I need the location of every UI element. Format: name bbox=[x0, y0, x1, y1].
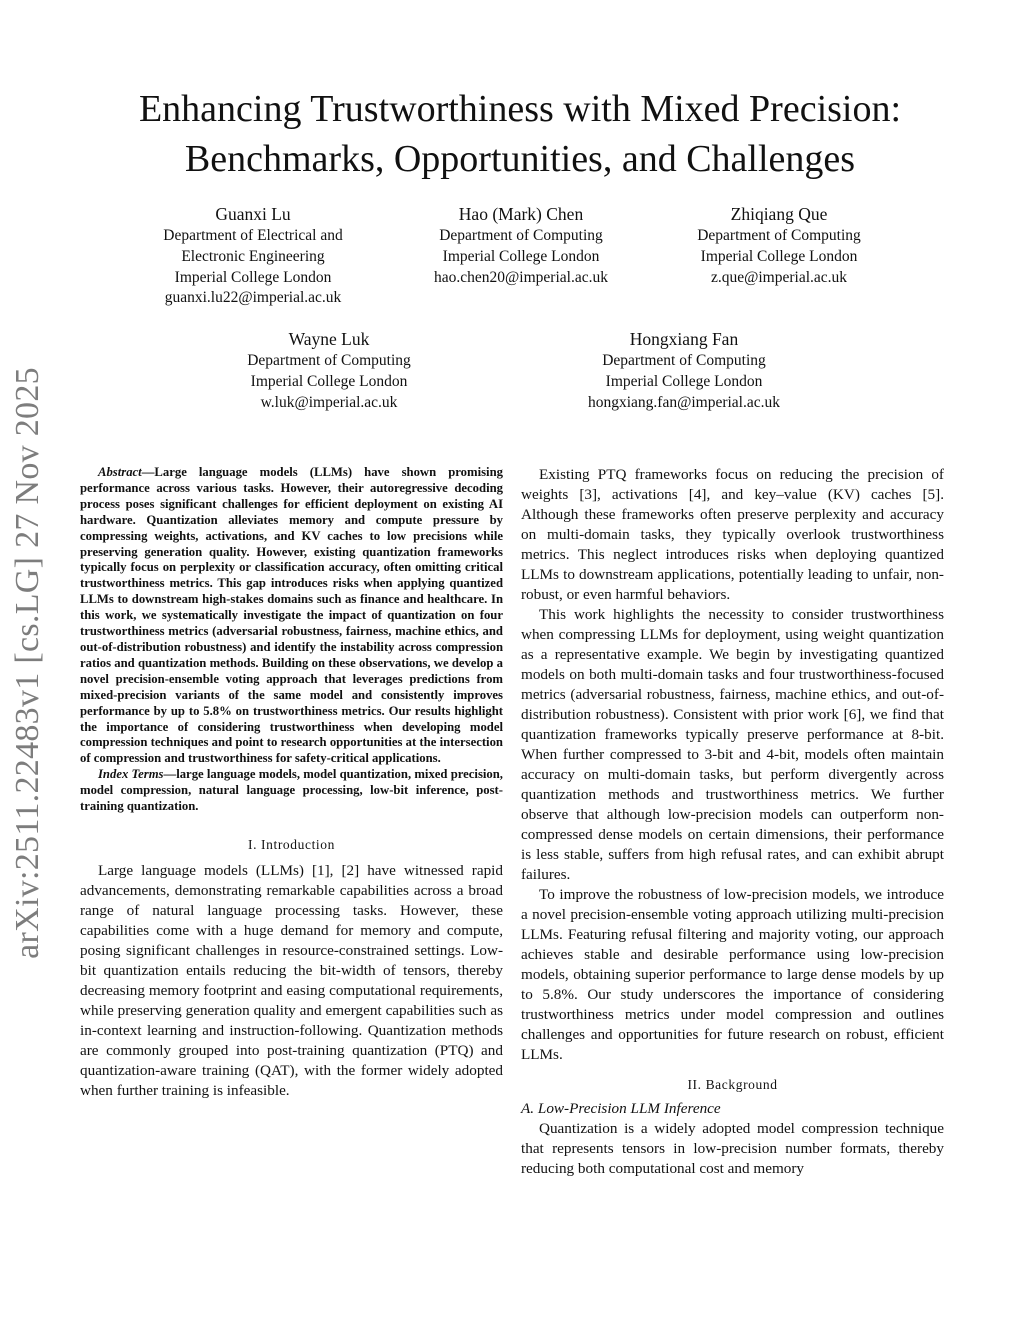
author-affiliation: Department of Computing bbox=[439, 227, 603, 244]
author-email: hao.chen20@imperial.ac.uk bbox=[434, 268, 608, 286]
section-heading: I. Introduction bbox=[248, 836, 335, 852]
author-affiliation: Imperial College London bbox=[605, 372, 763, 390]
author-block bbox=[130, 202, 376, 309]
author-affiliation: Imperial College London bbox=[442, 247, 600, 265]
section-heading: II. Background bbox=[687, 1077, 778, 1092]
author-affiliation: Imperial College London bbox=[700, 247, 858, 265]
author-email: z.que@imperial.ac.uk bbox=[710, 268, 848, 286]
author-name: Zhiqiang Que bbox=[730, 204, 828, 224]
paragraph: Large language models (LLMs) [1], [2] have witnessed rapid advancements, demonstrating remarkable capabilities across a broad range of natural language processing tasks. However, these capabilities come with a huge demand for memory and compute, posing significant challenges in resource-constrained settings. Low-bit quantization entails reducing the bit-width of tensors, thereby decreasing memory footprint and easing computational requirements, while preserving generation quality and emergent capabilities such as in-context learning and instruction-following. Quantization methods are commonly grouped into post-training quantization (PTQ) and quantization-aware training (QAT), with the former widely adopted when further training is infeasible. bbox=[80, 861, 503, 1099]
author-name: Guanxi Lu bbox=[215, 204, 291, 224]
author-affiliation: Department of Electrical and bbox=[163, 227, 343, 244]
author-name: Hongxiang Fan bbox=[629, 329, 739, 349]
right-column bbox=[521, 465, 944, 1179]
subsection-heading: A. Low-Precision LLM Inference bbox=[521, 1100, 721, 1117]
author-block bbox=[556, 327, 812, 413]
abstract-label: Abstract bbox=[98, 465, 142, 479]
author-name: Hao (Mark) Chen bbox=[458, 204, 584, 224]
author-affiliation: Department of Computing bbox=[697, 227, 861, 244]
paragraph: To improve the robustness of low-precision models, we introduce a novel precision-ensemble voting approach utilizing multi-precision LLMs. Featuring refusal filtering and majority voting, our approach achieves stable and desirable performance using low-precision models, obtaining superior performance to large dense models by up to 5.8%. Our study underscores the importance of considering trustworthiness metrics under model compression and outlines challenges and opportunities for future research on robust, efficient LLMs. bbox=[521, 886, 944, 1063]
author-email: guanxi.lu22@imperial.ac.uk bbox=[164, 289, 342, 307]
author-affiliation: Imperial College London bbox=[250, 372, 408, 390]
author-affiliation: Imperial College London bbox=[174, 268, 332, 286]
author-affiliation: Department of Computing bbox=[247, 352, 411, 369]
author-name: Wayne Luk bbox=[288, 329, 370, 349]
author-block bbox=[656, 202, 902, 288]
author-block bbox=[206, 327, 452, 413]
index-terms-text: —large language models, model quantization, mixed precision, model compression, natural language processing, low-bit inference, post-training quantization. bbox=[80, 767, 503, 814]
paragraph: Quantization is a widely adopted model compression technique that represents tensors in low-precision number formats, thereby reducing both computational cost and memory bbox=[521, 1120, 944, 1177]
paragraph: Existing PTQ frameworks focus on reducing the precision of weights [3], activations [4], and key–value (KV) caches [5]. Although these frameworks often preserve perplexity and accuracy on multi-domain tasks, they typically overlook trustworthiness metrics. This neglect introduces risks when deploying quantized LLMs to downstream applications, potentially leading to unfair, non-robust, or even harmful behaviors. bbox=[521, 466, 944, 603]
arxiv-sidebar bbox=[8, 363, 48, 963]
left-column bbox=[80, 465, 503, 1101]
paragraph: This work highlights the necessity to consider trustworthiness when compressing LLMs for deployment, using weight quantization as a representative example. We begin by investigating quantized models on both multi-domain tasks and four trustworthiness-focused metrics (adversarial robustness, fairness, machine ethics, and out-of-distribution robustness). Consistent with prior work [6], we find that quantization frameworks typically preserve performance at 8-bit. When further compressed to 3-bit and 4-bit, models often maintain accuracy on multi-domain tasks, but perform divergently across quantization methods and trustworthiness metrics. We further observe that although low-precision models can outperform non-compressed dense models on certain dimensions, their performance is less stable, suffers from high refusal rates, and can exhibit abrupt failures. bbox=[521, 606, 944, 883]
title-line-1: Enhancing Trustworthiness with Mixed Precision: bbox=[138, 88, 902, 130]
title-line-2: Benchmarks, Opportunities, and Challenges bbox=[184, 138, 856, 180]
arxiv-id: arXiv:2511.22483v1 [cs.LG] 27 Nov 2025 bbox=[9, 367, 46, 959]
author-email: hongxiang.fan@imperial.ac.uk bbox=[587, 393, 781, 411]
paper-title bbox=[60, 84, 980, 184]
index-terms bbox=[80, 767, 503, 815]
abstract-text: —Large language models (LLMs) have shown promising performance across various tasks. However, their autoregressive decoding process poses significant challenges for efficient deployment on existing AI hardware. Quantization alleviates memory and compute pressure by compressing weights, activations, and KV caches to low precisions while preserving generation quality. However, existing quantization frameworks typically focus on perplexity or classification accuracy, often omitting critical trustworthiness metrics. This gap introduces risks when applying quantized LLMs to downstream high-stakes domains such as finance and healthcare. In this work, we systematically investigate the impact of quantization on four trustworthiness metrics (adversarial robustness, fairness, machine ethics, and out-of-distribution robustness) and identify the instability across compression ratios and quantization methods. Building on these observations, we develop a novel precision-ensemble voting approach that leverages predictions from mixed-precision variants of the same model and consistently improves performance by up to 5.8% on trustworthiness metrics. Our results highlight the importance of considering trustworthiness when developing model compression techniques and point to research opportunities at the intersection of compression and trustworthiness for safety-critical applications. bbox=[80, 465, 503, 766]
abstract bbox=[80, 465, 503, 767]
author-affiliation: Department of Computing bbox=[602, 352, 766, 369]
author-affiliation: Electronic Engineering bbox=[181, 247, 325, 265]
index-terms-label: Index Terms bbox=[98, 767, 164, 782]
author-email: w.luk@imperial.ac.uk bbox=[260, 393, 398, 411]
author-block bbox=[398, 202, 644, 288]
